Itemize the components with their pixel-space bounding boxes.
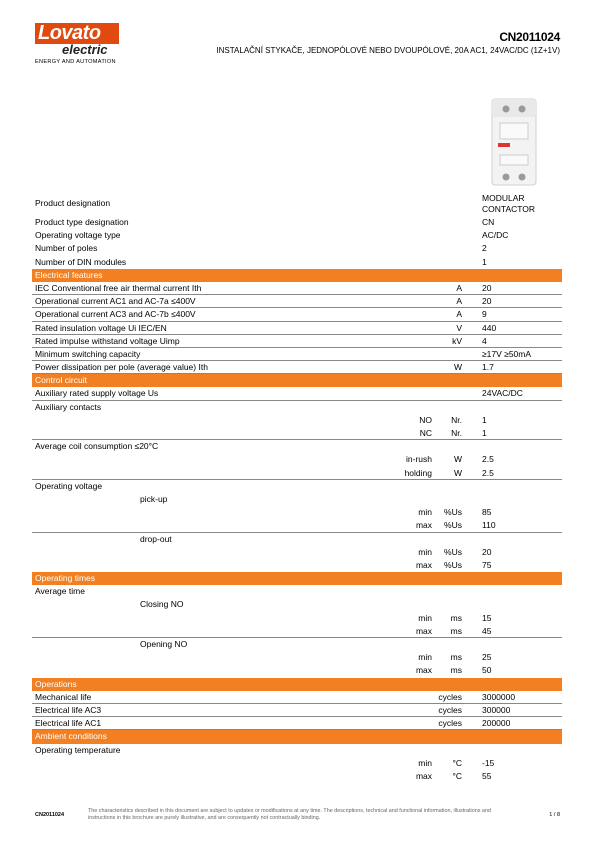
spec-subgroup: Closing NO	[140, 599, 184, 610]
spec-unit: ms	[450, 665, 462, 676]
brand-tagline: ENERGY AND AUTOMATION	[35, 59, 116, 65]
spec-label: Operating voltage	[35, 480, 103, 491]
spec-unit: W	[453, 454, 462, 465]
spec-value: 440	[482, 322, 497, 333]
spec-value: 15	[482, 612, 492, 623]
spec-condition: min	[418, 612, 432, 623]
spec-unit: °C	[452, 770, 462, 781]
spec-label: Power dissipation per pole (average value) Ith	[35, 362, 208, 373]
spec-row	[32, 295, 562, 308]
section-header	[32, 374, 562, 387]
spec-value: 24VAC/DC	[482, 388, 523, 399]
spec-label: Rated impulse withstand voltage Uimp	[35, 335, 180, 346]
spec-condition: min	[418, 507, 432, 518]
spec-label: Operations	[35, 678, 77, 689]
section-header	[32, 572, 562, 585]
spec-value: MODULAR CONTACTOR	[482, 193, 536, 214]
spec-subgroup: Opening NO	[140, 639, 188, 649]
spec-value: -15	[482, 757, 495, 768]
spec-row	[32, 387, 562, 400]
lovato-logo	[35, 23, 120, 67]
product-code: CN2011024	[499, 30, 560, 44]
spec-unit: cycles	[438, 704, 462, 715]
spec-row	[32, 704, 562, 717]
spec-row	[32, 691, 562, 704]
spec-label: Average coil consumption ≤20°C	[35, 441, 159, 452]
spec-value: ≥17V ≥50mA	[482, 348, 532, 359]
spec-unit: W	[453, 362, 462, 373]
spec-label: Number of DIN modules	[35, 256, 127, 267]
spec-row	[32, 625, 562, 638]
spec-label: Control circuit	[35, 375, 87, 386]
spec-row	[32, 744, 562, 757]
spec-row	[32, 427, 562, 440]
spec-value: 20	[482, 546, 492, 557]
spec-value: 1	[482, 428, 487, 438]
spec-unit: ms	[450, 625, 462, 636]
spec-row	[32, 440, 562, 453]
spec-row	[32, 585, 562, 598]
spec-table	[32, 190, 562, 783]
spec-unit: Nr.	[451, 428, 462, 438]
spec-row	[32, 216, 562, 229]
spec-label: Operating voltage type	[35, 230, 121, 241]
spec-value: 55	[482, 770, 492, 781]
spec-condition: NO	[419, 414, 432, 425]
brand-sub: electric	[62, 42, 108, 57]
spec-row	[32, 770, 562, 783]
spec-row	[32, 598, 562, 611]
spec-label: Electrical life AC3	[35, 704, 102, 715]
spec-label: Average time	[35, 586, 85, 597]
spec-condition: max	[415, 520, 432, 531]
spec-value: 1	[482, 414, 487, 425]
spec-row	[32, 519, 562, 532]
spec-value: 75	[482, 559, 492, 570]
spec-unit: %Us	[444, 520, 462, 531]
spec-label: Rated insulation voltage Ui IEC/EN	[35, 322, 167, 333]
spec-row	[32, 559, 562, 572]
spec-row	[32, 757, 562, 770]
spec-unit: cycles	[438, 691, 462, 702]
spec-row	[32, 533, 562, 546]
spec-row	[32, 190, 562, 216]
spec-value: 300000	[482, 704, 511, 715]
spec-unit: %Us	[444, 546, 462, 557]
spec-unit: V	[456, 322, 462, 333]
spec-row	[32, 322, 562, 335]
spec-unit: A	[456, 282, 462, 293]
spec-condition: max	[415, 665, 432, 676]
spec-label: Auxiliary rated supply voltage Us	[35, 388, 159, 399]
spec-row	[32, 493, 562, 506]
spec-condition: max	[415, 625, 432, 636]
spec-value: 4	[482, 335, 487, 346]
spec-label: Electrical features	[35, 269, 103, 280]
spec-value: 1.7	[482, 362, 494, 373]
spec-value: 20	[482, 296, 492, 307]
spec-row	[32, 348, 562, 361]
product-image	[484, 97, 544, 187]
spec-row	[32, 612, 562, 625]
spec-label: Electrical life AC1	[35, 718, 102, 729]
spec-condition: NC	[419, 428, 432, 438]
spec-row	[32, 546, 562, 559]
spec-row	[32, 308, 562, 321]
spec-label: Number of poles	[35, 243, 98, 254]
spec-row	[32, 335, 562, 348]
spec-unit: ms	[450, 612, 462, 623]
brand-name: Lovato	[38, 22, 101, 44]
footer-code: CN2011024	[35, 812, 65, 818]
spec-row	[32, 242, 562, 255]
spec-row	[32, 638, 562, 651]
spec-value: 110	[482, 520, 496, 531]
spec-value: 45	[482, 625, 492, 636]
spec-row	[32, 480, 562, 493]
spec-unit: cycles	[438, 718, 462, 729]
spec-label: Ambient conditions	[35, 731, 107, 742]
spec-value: 1	[482, 256, 487, 267]
spec-value: AC/DC	[482, 230, 509, 241]
spec-unit: ms	[450, 652, 462, 663]
logo-badge	[35, 23, 119, 44]
spec-condition: max	[415, 770, 432, 781]
spec-label: IEC Conventional free air thermal current Ith	[35, 282, 202, 293]
spec-row	[32, 506, 562, 519]
spec-label: Product type designation	[35, 217, 129, 227]
spec-label: Product designation	[35, 198, 111, 208]
spec-label: Operating temperature	[35, 744, 121, 755]
spec-condition: min	[418, 757, 432, 768]
spec-unit: A	[456, 296, 462, 307]
spec-row	[32, 664, 562, 677]
spec-row	[32, 256, 562, 269]
spec-unit: W	[453, 467, 462, 478]
section-header	[32, 678, 562, 691]
spec-unit: %Us	[444, 559, 462, 570]
footer-disclaimer: The characteristics described in this document are subject to updates or modifications at any time. The descriptions, technical and functional information, illustrations and instructions in this brochure are purely illustrative, and are consequently not contractually binding.	[88, 808, 491, 821]
spec-subgroup: pick-up	[140, 493, 168, 504]
spec-condition: in-rush	[406, 454, 432, 465]
spec-row	[32, 229, 562, 242]
spec-row	[32, 414, 562, 427]
spec-value: 50	[482, 665, 492, 676]
spec-value: 2.5	[482, 467, 494, 478]
spec-label: Operational current AC1 and AC-7a ≤400V	[35, 296, 196, 307]
spec-label: Operating times	[35, 573, 95, 584]
spec-label: Operational current AC3 and AC-7b ≤400V	[35, 309, 196, 320]
spec-row	[32, 651, 562, 664]
spec-value: 2	[482, 243, 487, 254]
spec-value: 9	[482, 309, 487, 320]
product-title: INSTALAČNÍ STYKAČE, JEDNOPÓLOVÉ NEBO DVOUPÓLOVÉ, 20A AC1, 24VAC/DC (1Z+1V)	[216, 46, 560, 55]
spec-subgroup: drop-out	[140, 533, 172, 544]
spec-value: 20	[482, 282, 492, 293]
spec-row	[32, 717, 562, 730]
spec-row	[32, 453, 562, 466]
spec-value: 85	[482, 507, 492, 518]
spec-row	[32, 361, 562, 374]
spec-label: Mechanical life	[35, 691, 92, 702]
spec-value: 3000000	[482, 691, 516, 702]
spec-row	[32, 282, 562, 295]
spec-value: 2.5	[482, 454, 494, 465]
spec-condition: holding	[404, 467, 432, 478]
section-header	[32, 269, 562, 282]
spec-unit: %Us	[444, 507, 462, 518]
spec-label: Minimum switching capacity	[35, 348, 141, 359]
spec-condition: min	[418, 546, 432, 557]
spec-unit: Nr.	[451, 414, 462, 425]
spec-value: 25	[482, 652, 492, 663]
spec-row	[32, 467, 562, 480]
spec-unit: A	[456, 309, 462, 320]
spec-condition: min	[418, 652, 432, 663]
spec-value: CN	[482, 217, 495, 227]
spec-unit: °C	[452, 757, 462, 768]
spec-value: 200000	[482, 718, 511, 729]
spec-label: Auxiliary contacts	[35, 401, 102, 412]
spec-row	[32, 401, 562, 414]
page-number: 1 / 8	[549, 812, 560, 818]
spec-unit: kV	[452, 335, 462, 346]
spec-condition: max	[415, 559, 432, 570]
section-header	[32, 730, 562, 743]
